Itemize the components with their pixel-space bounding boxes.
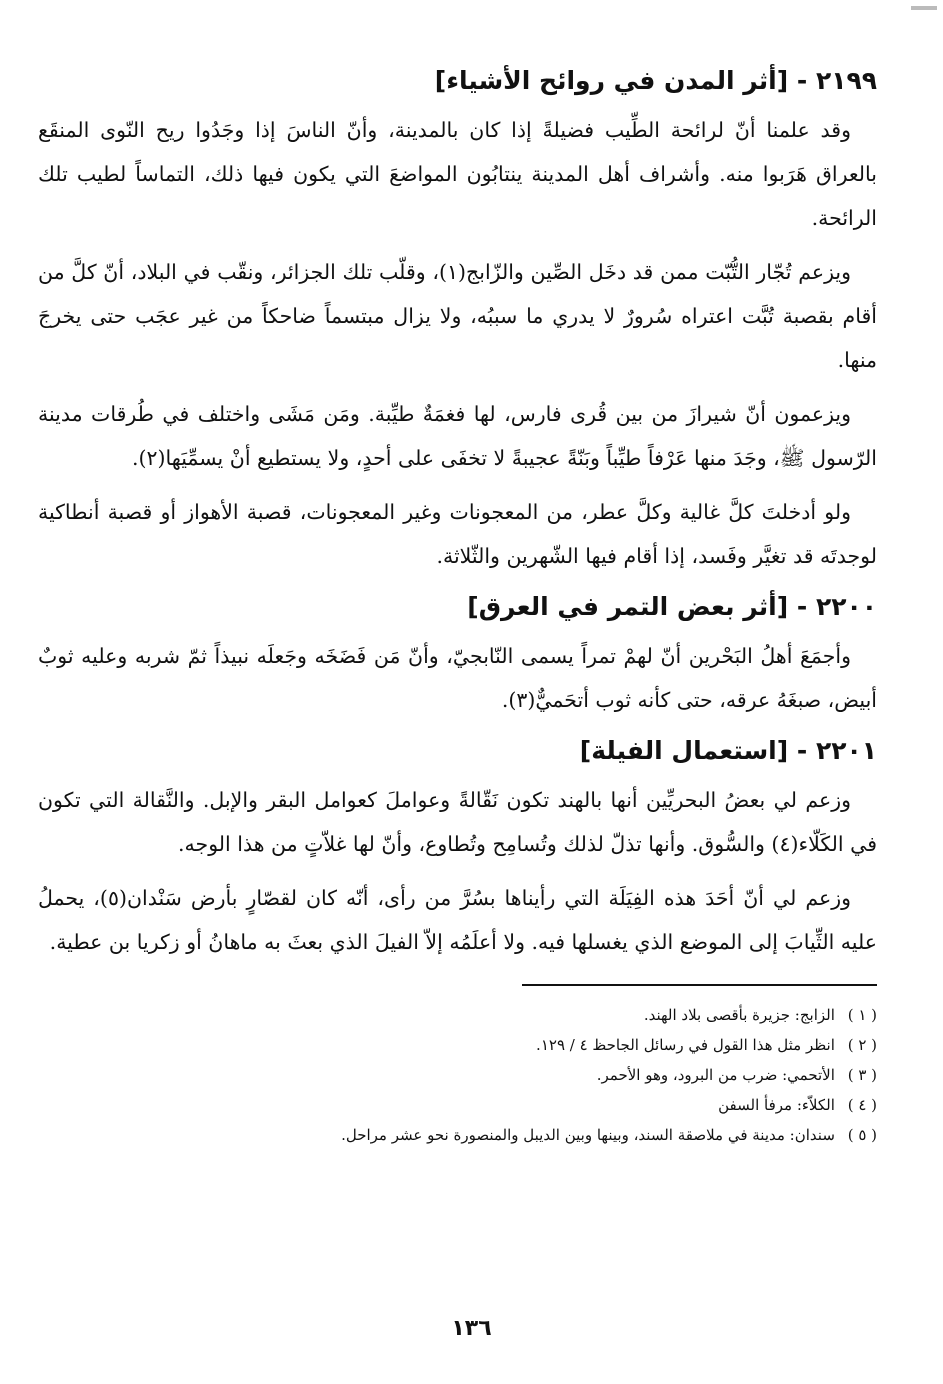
footnote-number: ( ٥ ) [847, 1126, 877, 1144]
paragraph: ولو أدخلتَ كلَّ غالية وكلَّ عطر، من المعجونات وغير المعجونات، قصبة الأهواز أو قصبة أنطاكية لوجدتَه قد تغيَّر وفَسد، إذا أقام فيها الشّهرين والثّلاثة. [38, 500, 877, 568]
footnote-item [38, 1120, 877, 1150]
page-number: ١٣٦ [451, 1316, 492, 1341]
footnote-item [38, 1030, 877, 1060]
paragraph: وأجمَعَ أهلُ البَحْرين أنّ لهمْ تمراً يسمى النّابجيّ، وأنّ مَن فَضَخَه وجَعلَه نبيذاً ثمّ شربه وعليه ثوبٌ أبيض، صبغَهُ عرقه، حتى كأنه ثوب أتحَميٌّ(٣). [38, 644, 877, 712]
paragraph: وزعم لي أنّ أحَدَ هذه الفِيَلَة التي رأيناها بسُرَّ من رأى، أنّه كان لقصّارٍ بأرض سَنْدان(٥)، يحملُ عليه الثِّيابَ إلى الموضع الذي يغسلها فيه. ولا أعلَمُه إلاّ الفيلَ الذي بعثَ به ماهانُ أو زكريا بن عطية. [38, 886, 877, 954]
footnote-text: الكلاّء: مرفأ السفن [718, 1096, 835, 1114]
corner-mark [911, 6, 937, 10]
footnote-number: ( ١ ) [847, 1006, 877, 1024]
footnote-text: الزابج: جزيرة بأقصى بلاد الهند. [643, 1006, 835, 1024]
footnote-number: ( ٣ ) [847, 1066, 877, 1084]
footnote-text: الأتحمي: ضرب من البرود، وهو الأحمر. [596, 1066, 835, 1084]
footnote-number: ( ٤ ) [847, 1096, 877, 1114]
footnote-item [38, 1090, 877, 1120]
footnote-text: انظر مثل هذا القول في رسائل الجاحظ ٤ / ١٢٩. [536, 1036, 835, 1054]
footnote-item [38, 1060, 877, 1090]
paragraph: ويزعم تُجّار التُّبّت ممن قد دخَل الصِّين والزّابج(١)، وقلّب تلك الجزائر، ونقّب في البلاد، أنّ كلَّ من أقام بقصبة تُبَّت اعتراه سُرورٌ لا يدري ما سببُه، ولا يزال مبتسماً ضاحكاً من غير عجَب حتى يخرجَ منها. [38, 260, 877, 372]
footnotes-list [38, 1000, 877, 1150]
footnote-item [38, 1000, 877, 1030]
section-title-2200: ٢٢٠٠ - [أثر بعض التمر في العرق] [467, 592, 877, 621]
section-title-2199: ٢١٩٩ - [أثر المدن في روائح الأشياء] [434, 66, 877, 95]
footnote-divider [522, 984, 877, 986]
section-title-2201: ٢٢٠١ - [استعمال الفيلة] [579, 736, 877, 765]
footnote-text: سندان: مدينة في ملاصقة السند، وبينها وبين الديبل والمنصورة نحو عشر مراحل. [341, 1126, 835, 1144]
paragraph: ويزعمون أنّ شيرازَ من بين قُرى فارس، لها فغمَةٌ طيِّبة. ومَن مَشَى واختلف في طُرقات مدينة الرّسول ﷺ، وجَدَ منها عَرْفاً طيِّباً وبَنّةً عجيبةً لا تخفَى على أحدٍ، ولا يستطيع أنْ يسمِّيَها(٢). [38, 402, 877, 470]
footnote-number: ( ٢ ) [847, 1036, 877, 1054]
paragraph: وقد علمنا أنّ لرائحة الطِّيب فضيلةً إذا كان بالمدينة، وأنّ الناسَ إذا وجَدُوا ريح النّوى المنقَع بالعراق هَرَبوا منه. وأشراف أهل المدينة ينتابُون المواضعَ التي يكون فيها ذلك، التماساً لطيب تلك الرائحة. [38, 118, 877, 230]
paragraph: وزعم لي بعضُ البحريِّين أنها بالهند تكون نَقّالةً وعواملَ كعوامل البقر والإبل. والنَّقالة التي تكون في الكَلّاء(٤) والسُّوق. وأنها تذلّ لذلك وتُسامِح وتُطاوع، وأنّ لها غلاّتٍ من هذا الوجه. [38, 788, 877, 856]
